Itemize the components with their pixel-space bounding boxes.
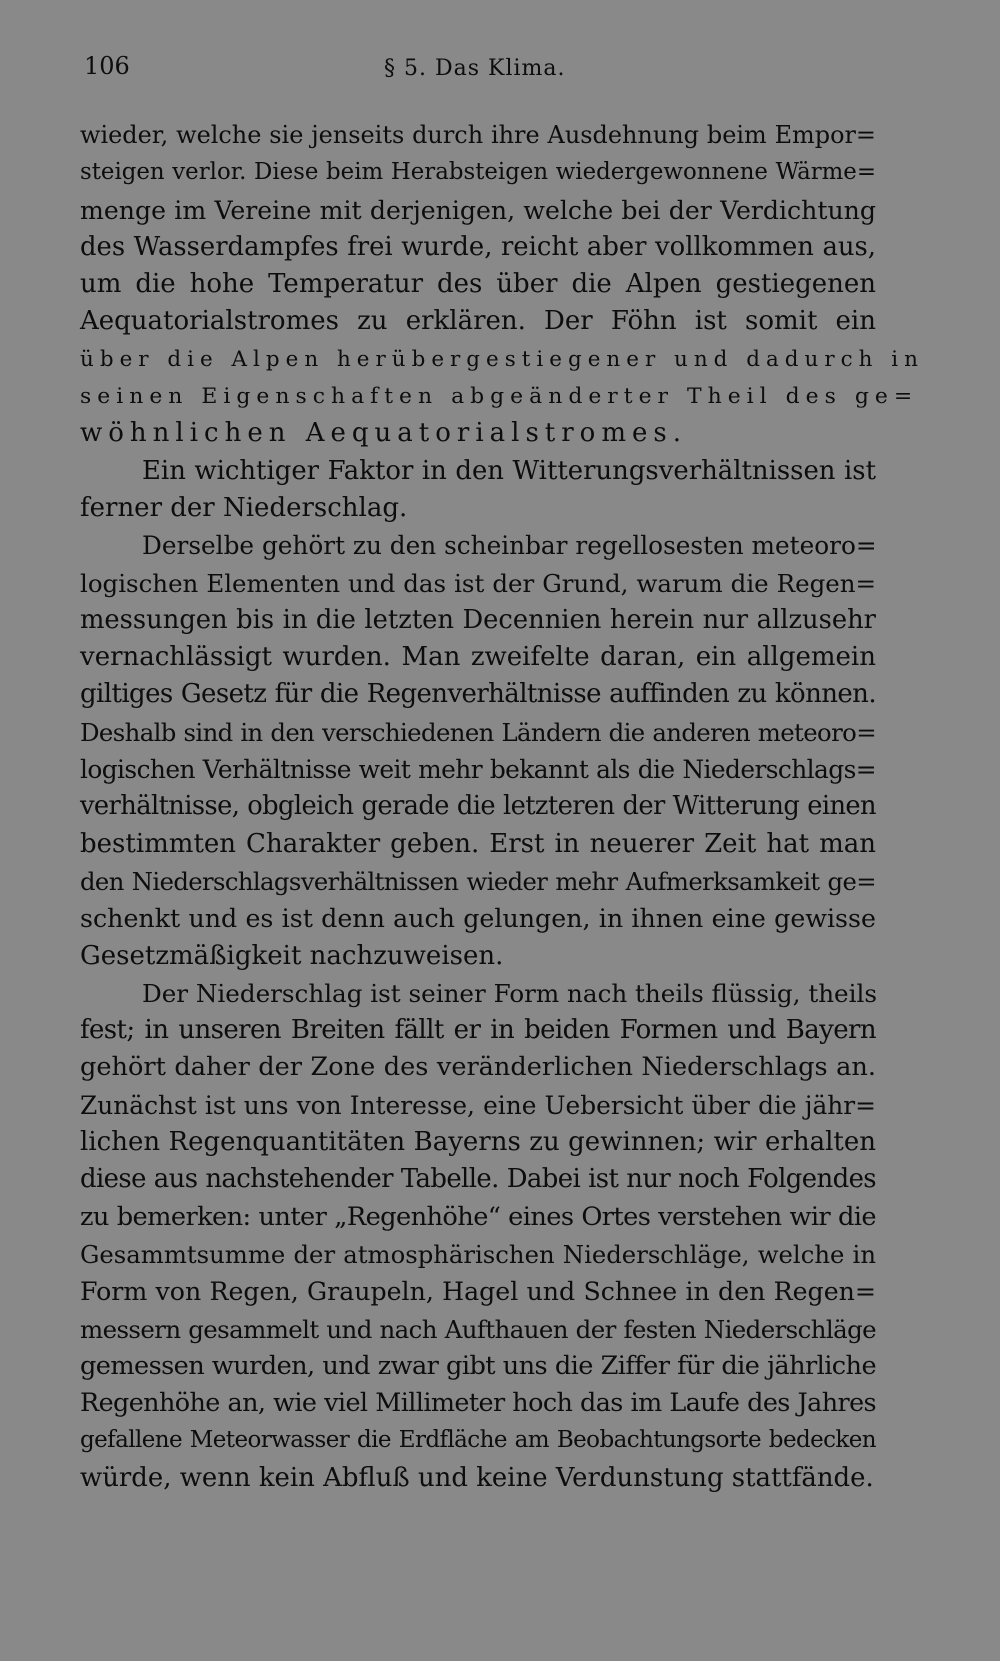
page-number: 106 — [84, 52, 130, 80]
body-text — [80, 117, 924, 1497]
paragraph-regenmessungen — [80, 527, 876, 975]
text-line: Derselbe gehört zu den scheinbar regellosesten meteoro= — [142, 531, 877, 561]
text-line: gefallene Meteorwasser die Erdfläche am Beobachtungsorte bedecken — [80, 1427, 876, 1454]
text-line: diese aus nachstehender Tabelle. Dabei ist nur noch Folgendes — [80, 1164, 876, 1195]
paragraph-foehn — [80, 117, 924, 453]
text-line: Regenhöhe an, wie viel Millimeter hoch das im Laufe des Jahres — [80, 1388, 876, 1419]
text-line: würde, wenn kein Abfluß und keine Verdunstung stattfände. — [80, 1462, 874, 1493]
text-line: Ein wichtiger Faktor in den Witterungsverhältnissen ist — [142, 455, 876, 486]
text-line: logischen Verhältnisse weit mehr bekannt als die Niederschlags= — [80, 755, 876, 785]
text-line: Deshalb sind in den verschiedenen Ländern die anderen meteoro= — [80, 717, 876, 747]
paragraph-regenhoehe — [80, 975, 876, 1497]
text-line: Aequatorialstromes zu erklären. Der Föhn ist somit ein — [80, 306, 876, 337]
text-line: Der Niederschlag ist seiner Form nach theils flüssig, theils — [142, 978, 877, 1008]
text-line: Gesammtsumme der atmosphärischen Niederschläge, welche in — [80, 1239, 876, 1269]
text-line: zu bemerken: unter „Regenhöhe“ eines Ortes verstehen wir die — [80, 1201, 876, 1232]
paragraph-niederschlag-intro — [80, 453, 876, 528]
text-line: Gesetzmäßigkeit nachzuweisen. — [80, 940, 504, 971]
text-line: steigen verlor. Diese beim Herabsteigen wiedergewonnene Wärme= — [80, 159, 876, 186]
text-line: lichen Regenquantitäten Bayerns zu gewinnen; wir erhalten — [80, 1127, 876, 1158]
text-line: schenkt und es ist denn auch gelungen, in ihnen eine gewisse — [80, 904, 876, 934]
text-line: seinen Eigenschaften abgeänderter Theil des ge= — [80, 384, 919, 410]
text-line: verhältnisse, obgleich gerade die letzteren der Witterung einen — [80, 791, 876, 822]
text-line: vernachlässigt wurden. Man zweifelte daran, ein allgemein — [80, 642, 876, 673]
text-line: gehört daher der Zone des veränderlichen Niederschlags an. — [80, 1052, 876, 1083]
text-line: gemessen wurden, und zwar gibt uns die Ziffer für die jährliche — [80, 1350, 876, 1381]
text-line: giltiges Gesetz für die Regenverhältnisse auffinden zu können. — [80, 679, 876, 710]
text-line: messungen bis in die letzten Decennien herein nur allzusehr — [80, 604, 876, 635]
page-header — [84, 52, 874, 92]
text-line: Form von Regen, Graupeln, Hagel und Schnee in den Regen= — [80, 1277, 876, 1307]
running-head: § 5. Das Klima. — [384, 56, 566, 81]
text-line: ferner der Niederschlag. — [80, 492, 408, 523]
text-line: fest; in unseren Breiten fällt er in beiden Formen und Bayern — [80, 1015, 876, 1046]
text-line: über die Alpen herübergestiegener und dadurch in — [80, 346, 924, 372]
text-line: menge im Vereine mit derjenigen, welche bei der Verdichtung — [80, 195, 876, 225]
text-line: den Niederschlagsverhältnissen wieder mehr Aufmerksamkeit ge= — [80, 866, 876, 896]
text-line: wöhnlichen Aequatorialstromes. — [80, 418, 687, 449]
text-line: bestimmten Charakter geben. Erst in neuerer Zeit hat man — [80, 828, 876, 859]
text-line: Zunächst ist uns von Interesse, eine Uebersicht über die jähr= — [80, 1090, 876, 1120]
text-line: um die hohe Temperatur des über die Alpen gestiegenen — [80, 269, 876, 300]
text-line: messern gesammelt und nach Aufthauen der festen Niederschläge — [80, 1314, 876, 1344]
text-line: wieder, welche sie jenseits durch ihre Ausdehnung beim Empor= — [80, 121, 876, 149]
text-line: des Wasserdampfes frei wurde, reicht aber vollkommen aus, — [80, 231, 876, 262]
text-line: logischen Elementen und das ist der Grund, warum die Regen= — [80, 568, 876, 598]
